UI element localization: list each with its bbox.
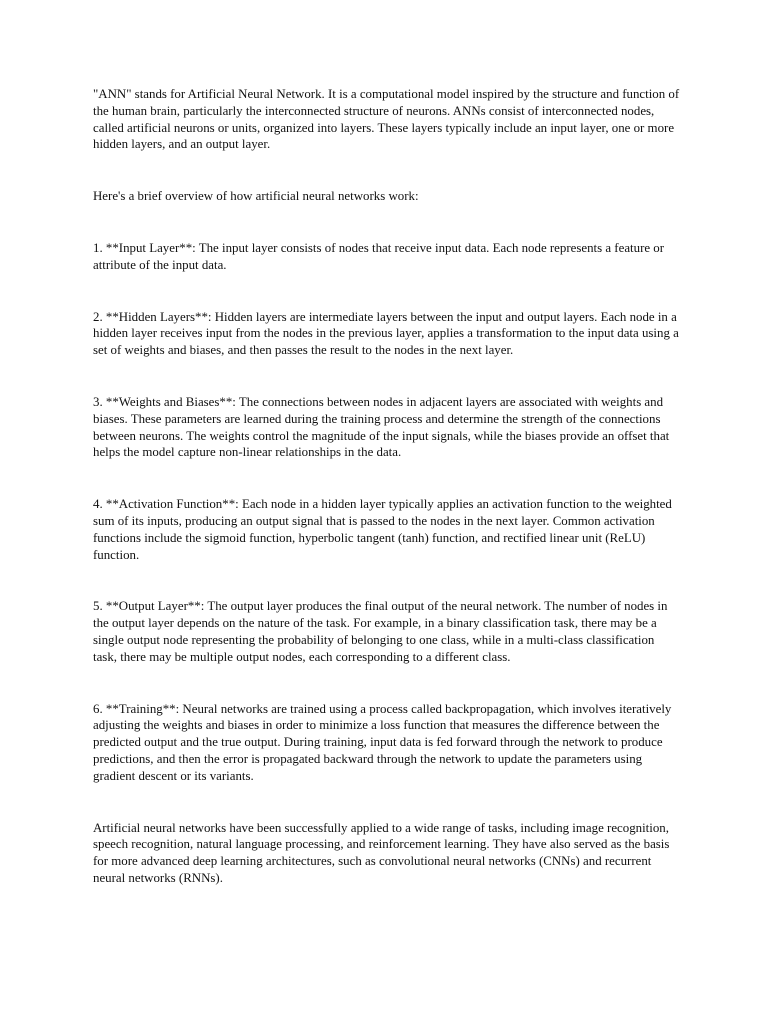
paragraph-output-layer: 5. **Output Layer**: The output layer produces the final output of the neural network. The number of nodes in the output layer depends on the nature of the task. For example, in a binary classification task, there may be a single output node representing the probability of belonging to one class, while in a multi-class classification task, there may be multiple output nodes, each corresponding to a different class. (93, 599, 668, 664)
paragraph-overview-lead: Here's a brief overview of how artificial neural networks work: (93, 189, 419, 204)
paragraph-activation-function: 4. **Activation Function**: Each node in a hidden layer typically applies an activation function to the weighted sum of its inputs, producing an output signal that is passed to the nodes in the next layer. Common activation functions include the sigmoid function, hyperbolic tangent (tanh) function, and rectified linear unit (ReLU) function. (93, 497, 672, 562)
paragraph-hidden-layers: 2. **Hidden Layers**: Hidden layers are intermediate layers between the input and output layers. Each node in a hidden layer receives input from the nodes in the previous layer, applies a transformation to the input data using a set of weights and biases, and then passes the result to the nodes in the next layer. (93, 309, 679, 358)
paragraph-input-layer: 1. **Input Layer**: The input layer consists of nodes that receive input data. Each node represents a feature or attribute of the input data. (93, 240, 665, 272)
paragraph-conclusion: Artificial neural networks have been successfully applied to a wide range of tasks, including image recognition, speech recognition, natural language processing, and reinforcement learning. They have also served as the basis for more advanced deep learning architectures, such as convolutional neural networks (CNNs) and recurrent neural networks (RNNs). (93, 820, 670, 885)
document-body (93, 86, 681, 887)
paragraph-intro: "ANN" stands for Artificial Neural Network. It is a computational model inspired by the structure and function of the human brain, particularly the interconnected structure of neurons. ANNs consist of interconnected nodes, called artificial neurons or units, organized into layers. These layers typically include an input layer, one or more hidden layers, and an output layer. (93, 87, 680, 152)
paragraph-weights-biases: 3. **Weights and Biases**: The connections between nodes in adjacent layers are associated with weights and biases. These parameters are learned during the training process and determine the strength of the connections between neurons. The weights control the magnitude of the input signals, while the biases provide an offset that helps the model capture non-linear relationships in the data. (93, 394, 670, 460)
paragraph-training: 6. **Training**: Neural networks are trained using a process called backpropagation, which involves iteratively adjusting the weights and biases in order to minimize a loss function that measures the difference between the predicted output and the true output. During training, input data is fed forward through the network to produce predictions, and then the error is propagated backward through the network to update the parameters using gradient descent or its variants. (93, 701, 672, 783)
